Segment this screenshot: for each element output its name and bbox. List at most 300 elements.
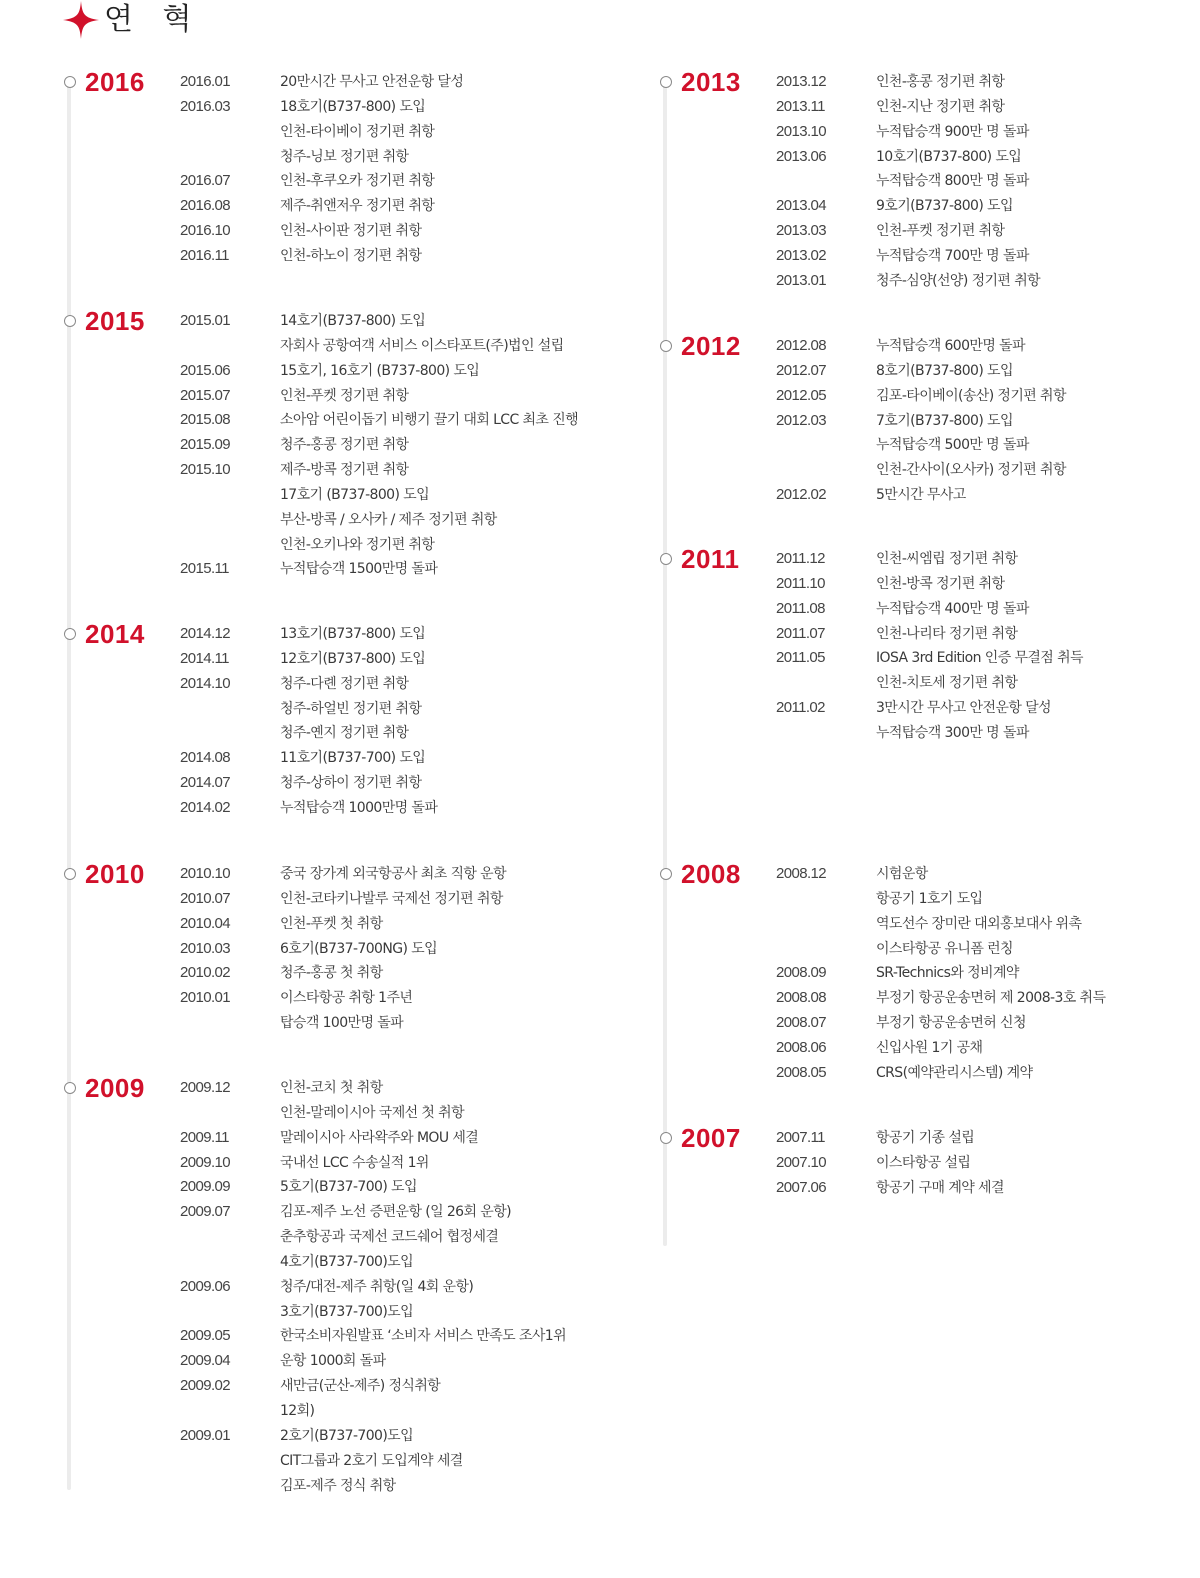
event-row [180, 1374, 566, 1399]
event-description: SR-Technics와 정비계약 [876, 965, 1019, 982]
event-description: 제주-취앤저우 정기편 취항 [280, 198, 435, 215]
event-date: 2013.01 [776, 271, 827, 289]
year-heading [660, 1122, 741, 1153]
event-date [180, 1011, 280, 1036]
year-label: 2014 [85, 618, 145, 649]
event-description: 4호기(B737-700)도입 [280, 1253, 414, 1270]
event-description: 20만시간 무사고 안전운항 달성 [280, 74, 464, 90]
event-date [180, 334, 280, 359]
event-description: 누적탑승객 300만 명 돌파 [876, 724, 1029, 741]
event-row [776, 194, 1040, 219]
event-date: 2010.07 [180, 889, 231, 907]
event-description: 청주-하얼빈 정기편 취항 [280, 700, 422, 717]
event-row [180, 95, 463, 120]
event-date [776, 912, 876, 937]
year-heading [64, 618, 145, 649]
year-label: 2010 [85, 858, 145, 889]
event-date [776, 671, 876, 696]
event-description: 인천-하노이 정기편 취항 [280, 247, 422, 264]
event-description: 12호기(B737-800) 도입 [280, 650, 426, 667]
event-description: 새만금(군산-제주) 정식취항 [280, 1378, 441, 1395]
timeline-dot-icon [660, 553, 672, 565]
event-date: 2009.01 [180, 1426, 231, 1444]
event-description: 18호기(B737-800) 도입 [280, 98, 426, 115]
event-description: 누적탑승객 500만 명 돌파 [876, 437, 1029, 454]
year-heading [64, 1072, 145, 1103]
event-description: 인천-타이베이 정기편 취항 [280, 123, 435, 140]
event-description: 인천-말레이시아 국제선 첫 취항 [280, 1104, 465, 1121]
event-date: 2008.06 [776, 1038, 827, 1056]
event-row [776, 1126, 1004, 1151]
event-row [180, 458, 578, 483]
event-row [180, 533, 578, 558]
event-row [180, 1324, 566, 1349]
year-heading [660, 330, 741, 361]
event-date: 2009.02 [180, 1377, 231, 1395]
event-date: 2015.11 [180, 560, 229, 578]
year-label: 2009 [85, 1072, 145, 1103]
event-description: 11호기(B737-700) 도입 [280, 750, 426, 767]
event-row [180, 359, 578, 384]
event-date [180, 1101, 280, 1126]
event-date: 2013.06 [776, 147, 827, 165]
event-description: 7호기(B737-800) 도입 [876, 412, 1013, 429]
event-row [180, 721, 437, 746]
event-date: 2008.07 [776, 1014, 827, 1032]
event-description: 청주-상하이 정기편 취항 [280, 775, 422, 792]
event-date [180, 721, 280, 746]
event-description: 한국소비자원발표 ‘소비자 서비스 만족도 조사1위 [280, 1328, 567, 1345]
timeline-dot-icon [660, 76, 672, 88]
event-date: 2015.08 [180, 411, 231, 429]
event-date: 2016.03 [180, 97, 231, 115]
event-description: 인천-지난 정기편 취항 [876, 98, 1005, 115]
year-heading [64, 305, 145, 336]
event-row [180, 408, 578, 433]
event-list [776, 547, 1083, 746]
event-description: 김포-타이베이(송산) 정기편 취항 [876, 387, 1066, 404]
event-date: 2013.04 [776, 197, 827, 215]
event-date: 2014.11 [180, 649, 229, 667]
event-row [776, 169, 1040, 194]
event-row [180, 912, 506, 937]
event-date: 2008.09 [776, 964, 827, 982]
year-heading [64, 858, 145, 889]
event-date [776, 887, 876, 912]
event-date: 2009.09 [180, 1178, 231, 1196]
event-description: 부정기 항공운송면허 제 2008-3호 취득 [876, 990, 1106, 1007]
event-date: 2007.06 [776, 1178, 827, 1196]
event-description: 인천-치토세 정기편 취항 [876, 675, 1018, 692]
event-date: 2015.09 [180, 436, 231, 454]
event-description: 인천-코치 첫 취항 [280, 1080, 383, 1096]
event-description: 부산-방콕 / 오사카 / 제주 정기편 취항 [280, 511, 497, 528]
event-row [180, 771, 437, 796]
event-row [776, 1176, 1004, 1201]
event-date: 2013.12 [776, 73, 827, 90]
event-date: 2016.11 [180, 246, 229, 264]
event-description: 국내선 LCC 수송실적 1위 [280, 1154, 429, 1171]
event-row [776, 269, 1040, 294]
event-list [776, 70, 1040, 294]
event-date: 2014.07 [180, 774, 231, 792]
event-date: 2015.06 [180, 361, 231, 379]
timeline-dot-icon [660, 868, 672, 880]
event-row [776, 483, 1066, 508]
event-description: 17호기 (B737-800) 도입 [280, 486, 430, 503]
event-description: 인천-푸켓 정기편 취항 [876, 223, 1005, 240]
event-row [776, 1061, 1105, 1086]
event-date [180, 1300, 280, 1325]
event-row [776, 359, 1066, 384]
event-row [776, 646, 1083, 671]
event-description: 13호기(B737-800) 도입 [280, 626, 426, 642]
event-row [776, 547, 1083, 572]
year-heading [660, 858, 741, 889]
event-description: CRS(예약관리시스템) 계약 [876, 1064, 1033, 1081]
year-label: 2008 [681, 858, 741, 889]
event-row [180, 169, 463, 194]
event-description: 인천-나리타 정기편 취항 [876, 625, 1018, 642]
event-row [180, 862, 506, 887]
event-row [776, 219, 1040, 244]
event-row [776, 671, 1083, 696]
event-row [776, 986, 1105, 1011]
event-description: 누적탑승객 1000만명 돌파 [280, 799, 438, 816]
event-description: 청주-심양(선양) 정기편 취항 [876, 272, 1041, 289]
event-date: 2007.10 [776, 1153, 827, 1171]
event-row [180, 746, 437, 771]
event-row [180, 219, 463, 244]
event-description: 인천-오키나와 정기편 취항 [280, 536, 435, 553]
event-row [776, 912, 1105, 937]
event-row [776, 1011, 1105, 1036]
page-title: 연 혁 [104, 2, 202, 37]
event-date: 2012.08 [776, 337, 827, 354]
event-row [180, 1200, 566, 1225]
event-date: 2012.05 [776, 386, 827, 404]
event-description: 3호기(B737-700)도입 [280, 1303, 414, 1320]
event-row [776, 961, 1105, 986]
event-date: 2011.05 [776, 649, 825, 667]
timeline-dot-icon [64, 76, 76, 88]
event-date: 2016.10 [180, 222, 231, 240]
event-description: 5만시간 무사고 [876, 487, 966, 504]
event-date: 2011.08 [776, 599, 825, 617]
event-description: 신입사원 1기 공채 [876, 1039, 983, 1056]
event-description: 이스타항공 설립 [876, 1154, 971, 1171]
event-date: 2015.07 [180, 386, 231, 404]
event-description: 인천-코타키나발루 국제선 정기편 취항 [280, 890, 503, 907]
event-date: 2013.11 [776, 97, 825, 115]
event-row [180, 887, 506, 912]
event-row [180, 1449, 566, 1474]
event-date: 2007.11 [776, 1129, 825, 1146]
event-row [180, 647, 437, 672]
event-description: 춘추항공과 국제선 코드쉐어 협정세결 [280, 1229, 499, 1246]
event-description: 청주/대전-제주 취항(일 4회 운항) [280, 1278, 474, 1295]
event-description: 누적탑승객 400만 명 돌파 [876, 600, 1029, 617]
event-row [776, 887, 1105, 912]
timeline-line-right [663, 84, 667, 1246]
event-description: 탑승객 100만명 돌파 [280, 1015, 404, 1032]
event-description: 말레이시아 사라왁주와 MOU 세결 [280, 1129, 479, 1146]
event-row [180, 1300, 566, 1325]
event-date [180, 483, 280, 508]
event-date: 2016.01 [180, 73, 231, 90]
event-date: 2011.07 [776, 624, 825, 642]
event-row [776, 696, 1083, 721]
event-date: 2009.12 [180, 1079, 231, 1096]
event-date: 2014.08 [180, 749, 231, 767]
event-description: 12회) [280, 1402, 315, 1419]
event-date [180, 533, 280, 558]
event-description: 누적탑승객 800만 명 돌파 [876, 173, 1029, 190]
event-date: 2016.08 [180, 197, 231, 215]
event-description: 8호기(B737-800) 도입 [876, 362, 1013, 379]
event-date: 2010.04 [180, 914, 231, 932]
event-date: 2010.03 [180, 939, 231, 957]
event-description: 청주-홍콩 첫 취항 [280, 965, 383, 982]
event-row [180, 145, 463, 170]
event-row [776, 95, 1040, 120]
event-row [180, 1151, 566, 1176]
event-row [776, 937, 1105, 962]
event-date [776, 937, 876, 962]
event-list [180, 862, 506, 1036]
event-row [180, 672, 437, 697]
event-row [180, 961, 506, 986]
event-row [180, 194, 463, 219]
event-description: 김포-제주 정식 취항 [280, 1477, 396, 1494]
event-date: 2009.06 [180, 1277, 231, 1295]
event-row [180, 1275, 566, 1300]
event-date [180, 697, 280, 722]
event-row [180, 334, 578, 359]
event-row [776, 334, 1066, 359]
event-row [180, 1126, 566, 1151]
event-description: 시험운항 [876, 866, 928, 882]
event-date [180, 120, 280, 145]
year-label: 2007 [681, 1122, 741, 1153]
event-date: 2010.01 [180, 989, 231, 1007]
event-date [180, 1225, 280, 1250]
event-date: 2008.08 [776, 989, 827, 1007]
event-description: 항공기 기종 설립 [876, 1130, 975, 1146]
event-date [180, 1449, 280, 1474]
event-description: 누적탑승객 700만 명 돌파 [876, 247, 1029, 264]
event-date: 2013.02 [776, 246, 827, 264]
timeline-dot-icon [64, 315, 76, 327]
event-row [180, 697, 437, 722]
year-label: 2012 [681, 330, 741, 361]
event-row [180, 1474, 566, 1499]
year-heading [660, 66, 741, 97]
event-date: 2012.03 [776, 411, 827, 429]
event-date: 2013.10 [776, 122, 827, 140]
event-row [180, 937, 506, 962]
event-description: 2호기(B737-700)도입 [280, 1427, 414, 1444]
event-description: 김포-제주 노선 증편운항 (일 26회 운항) [280, 1204, 511, 1221]
event-description: 청주-홍콩 정기편 취항 [280, 437, 409, 454]
event-description: 15호기, 16호기 (B737-800) 도입 [280, 362, 480, 379]
event-row [180, 1076, 566, 1101]
event-date [776, 433, 876, 458]
event-date: 2009.05 [180, 1327, 231, 1345]
event-description: 청주-옌지 정기편 취항 [280, 725, 409, 742]
event-list [180, 1076, 566, 1498]
event-date: 2011.02 [776, 699, 825, 717]
event-date: 2012.02 [776, 486, 827, 504]
event-date: 2014.02 [180, 798, 231, 816]
sparkle-star-icon [62, 0, 100, 40]
year-label: 2011 [681, 543, 740, 574]
event-row [180, 1101, 566, 1126]
event-row [180, 622, 437, 647]
year-label: 2016 [85, 66, 145, 97]
event-row [180, 1011, 506, 1036]
event-list [776, 862, 1105, 1086]
event-description: 역도선수 장미란 대외홍보대사 위촉 [876, 915, 1082, 932]
event-row [180, 309, 578, 334]
event-description: 14호기(B737-800) 도입 [280, 313, 426, 329]
event-row [180, 120, 463, 145]
timeline-dot-icon [64, 1082, 76, 1094]
timeline-dot-icon [660, 1132, 672, 1144]
page-header [62, 0, 202, 40]
event-description: 청주-다롄 정기편 취항 [280, 675, 409, 692]
event-description: 항공기 1호기 도입 [876, 890, 983, 907]
event-row [180, 1175, 566, 1200]
event-description: 인천-푸켓 첫 취항 [280, 915, 383, 932]
event-date: 2014.10 [180, 674, 231, 692]
event-row [180, 384, 578, 409]
event-row [776, 244, 1040, 269]
event-description: 인천-사이판 정기편 취항 [280, 223, 422, 240]
event-row [180, 986, 506, 1011]
event-row [180, 433, 578, 458]
event-row [180, 1399, 566, 1424]
event-row [776, 572, 1083, 597]
event-row [776, 120, 1040, 145]
event-date: 2015.10 [180, 461, 231, 479]
event-date: 2009.10 [180, 1153, 231, 1171]
event-description: 5호기(B737-700) 도입 [280, 1179, 417, 1196]
event-date: 2015.01 [180, 312, 231, 329]
timeline-line-left [67, 84, 71, 1490]
event-date: 2016.07 [180, 172, 231, 190]
event-row [180, 70, 463, 95]
event-description: 9호기(B737-800) 도입 [876, 198, 1013, 215]
event-description: 소아암 어린이돕기 비행기 끌기 대회 LCC 최초 진행 [280, 412, 579, 429]
event-description: 이스타항공 취항 1주년 [280, 990, 413, 1007]
event-row [776, 622, 1083, 647]
event-description: 인천-홍콩 정기편 취항 [876, 74, 1005, 90]
timeline-dot-icon [660, 340, 672, 352]
event-description: 3만시간 무사고 안전운항 달성 [876, 700, 1051, 717]
year-label: 2015 [85, 305, 145, 336]
timeline-dot-icon [64, 628, 76, 640]
event-description: 이스타항공 유니폼 런칭 [876, 940, 1013, 957]
event-date: 2008.05 [776, 1063, 827, 1081]
event-row [180, 508, 578, 533]
event-row [180, 244, 463, 269]
event-date [776, 169, 876, 194]
event-date: 2014.12 [180, 625, 231, 642]
event-row [180, 796, 437, 821]
event-description: 제주-방콕 정기편 취항 [280, 462, 409, 479]
event-description: 자회사 공항여객 서비스 이스타포트(주)법인 설립 [280, 337, 564, 354]
event-row [776, 1151, 1004, 1176]
event-row [776, 384, 1066, 409]
event-date [180, 508, 280, 533]
year-heading [660, 543, 740, 574]
event-description: 인천-푸켓 정기편 취항 [280, 387, 409, 404]
year-label: 2013 [681, 66, 741, 97]
event-date: 2009.11 [180, 1128, 229, 1146]
event-date: 2013.03 [776, 222, 827, 240]
event-date [776, 721, 876, 746]
event-row [180, 1424, 566, 1449]
event-date: 2010.10 [180, 865, 231, 882]
event-description: 인천-방콕 정기편 취항 [876, 575, 1005, 592]
event-description: 누적탑승객 900만 명 돌파 [876, 123, 1029, 140]
event-row [776, 721, 1083, 746]
event-description: 중국 장가계 외국항공사 최초 직항 운항 [280, 866, 507, 882]
event-row [180, 1349, 566, 1374]
event-description: CIT그룹과 2호기 도입계약 세결 [280, 1452, 463, 1469]
event-row [180, 483, 578, 508]
event-description: 인천-후쿠오카 정기편 취항 [280, 173, 435, 190]
event-list [180, 622, 437, 821]
event-list [776, 1126, 1004, 1201]
event-row [180, 1250, 566, 1275]
event-date [180, 145, 280, 170]
event-description: 운항 1000회 돌파 [280, 1353, 386, 1370]
timeline-dot-icon [64, 868, 76, 880]
event-list [180, 70, 463, 269]
event-description: 누적탑승객 600만명 돌파 [876, 338, 1025, 354]
event-date: 2012.07 [776, 361, 827, 379]
event-list [180, 309, 578, 582]
event-row [776, 433, 1066, 458]
event-row [776, 1036, 1105, 1061]
event-date: 2011.12 [776, 550, 825, 567]
event-description: IOSA 3rd Edition 인증 무결점 취득 [876, 650, 1083, 667]
event-description: 6호기(B737-700NG) 도입 [280, 940, 437, 957]
year-heading [64, 66, 145, 97]
event-date: 2011.10 [776, 574, 825, 592]
event-date [180, 1250, 280, 1275]
event-row [180, 557, 578, 582]
event-date [180, 1474, 280, 1499]
event-description: 인천-간사이(오사카) 정기편 취항 [876, 462, 1066, 479]
event-description: 항공기 구매 계약 세결 [876, 1179, 1004, 1196]
event-date: 2008.12 [776, 865, 827, 882]
event-date: 2009.04 [180, 1352, 231, 1370]
event-date: 2010.02 [180, 964, 231, 982]
event-date [180, 1399, 280, 1424]
event-row [776, 862, 1105, 887]
event-description: 누적탑승객 1500만명 돌파 [280, 561, 438, 578]
event-list [776, 334, 1066, 508]
event-date [776, 458, 876, 483]
event-row [776, 145, 1040, 170]
event-row [776, 597, 1083, 622]
event-row [776, 70, 1040, 95]
event-row [776, 458, 1066, 483]
event-description: 부정기 항공운송면허 신청 [876, 1015, 1026, 1032]
